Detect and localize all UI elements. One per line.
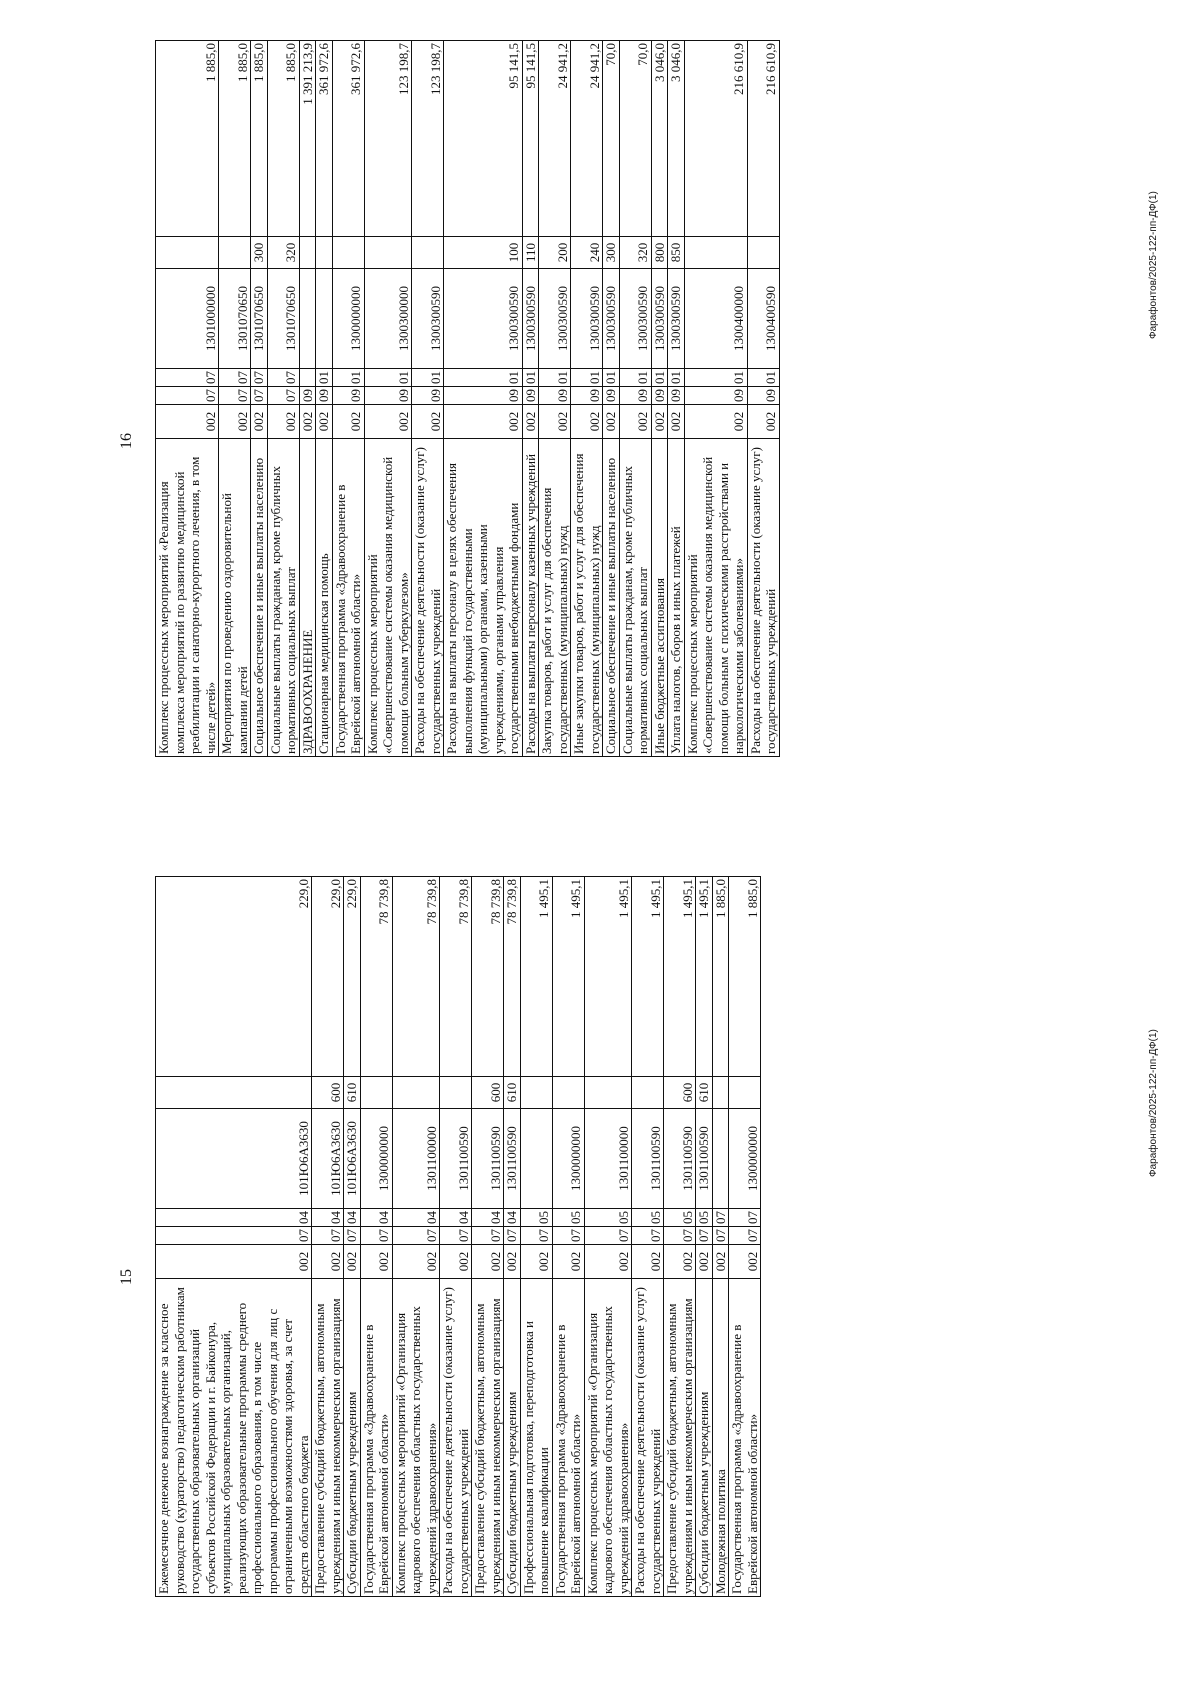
table-row xyxy=(619,41,651,757)
cell-pr xyxy=(299,369,316,387)
table-row xyxy=(344,877,361,1597)
cell-rz: 07 xyxy=(632,1227,664,1245)
cell-sum: 70,0 xyxy=(603,41,620,237)
row-name: Расходы на обеспечение деятельности (оказание услуг) государственных учреждений xyxy=(412,439,444,757)
cell-rz: 07 xyxy=(504,1227,521,1245)
cell-pr: 07 xyxy=(156,369,219,387)
cell-rz: 07 xyxy=(552,1227,584,1245)
row-name: Социальное обеспечение и иные выплаты населению xyxy=(251,439,268,757)
cell-gr: 002 xyxy=(684,405,747,439)
cell-csr: 1300300590 xyxy=(651,269,668,369)
cell-gr: 002 xyxy=(603,405,620,439)
cell-csr: 1300300590 xyxy=(571,269,603,369)
cell-gr: 002 xyxy=(472,1245,504,1279)
table-row xyxy=(472,877,504,1597)
cell-csr: 1300300590 xyxy=(444,269,523,369)
row-name: Предоставление субсидий бюджетным, автономным учреждениям и иным некоммерческим организациям xyxy=(664,1279,696,1597)
cell-pr: 01 xyxy=(316,369,333,387)
cell-gr: 002 xyxy=(219,405,251,439)
cell-gr: 002 xyxy=(632,1245,664,1279)
table-row xyxy=(504,877,521,1597)
row-name: Расходы на обеспечение деятельности (оказание услуг) государственных учреждений xyxy=(440,1279,472,1597)
cell-rz: 07 xyxy=(219,387,251,405)
cell-sum: 78 739,8 xyxy=(360,877,392,1077)
cell-rz: 09 xyxy=(668,387,685,405)
cell-gr: 002 xyxy=(522,405,539,439)
cell-sum: 1 495,1 xyxy=(520,877,552,1077)
cell-vr xyxy=(552,1077,584,1109)
cell-rz: 07 xyxy=(696,1227,713,1245)
cell-pr: 07 xyxy=(219,369,251,387)
row-name: Ежемесячное денежное вознаграждение за классное руководство (кураторство) педагогическим работникам государственных образовательных организаций субъектов Российской Федерации и г. Байконура, муниципальных образовательных организаций, реализующих образовательные программы среднего профессионального образования, в том числе программы профессионального обучения для лиц с ограниченными возможностями здоровья, за счет средств областного бюджета xyxy=(156,1279,312,1597)
table-row xyxy=(156,41,219,757)
cell-csr: 1300300590 xyxy=(412,269,444,369)
table-row xyxy=(412,41,444,757)
cell-csr: 1301100590 xyxy=(472,1109,504,1209)
row-name: Субсидии бюджетным учреждениям xyxy=(504,1279,521,1597)
cell-csr: 1300000000 xyxy=(332,269,364,369)
row-name: Комплекс процессных мероприятий «Совершенствование системы оказания медицинской помощи больным туберкулезом» xyxy=(364,439,412,757)
row-name: Субсидии бюджетным учреждениям xyxy=(696,1279,713,1597)
cell-pr: 04 xyxy=(360,1209,392,1227)
row-name: ЗДРАВООХРАНЕНИЕ xyxy=(299,439,316,757)
cell-vr: 610 xyxy=(504,1077,521,1109)
cell-vr: 600 xyxy=(312,1077,344,1109)
cell-vr: 800 xyxy=(651,237,668,269)
cell-rz: 07 xyxy=(392,1227,440,1245)
cell-sum: 216 610,9 xyxy=(747,41,779,237)
cell-rz: 09 xyxy=(299,387,316,405)
cell-rz: 09 xyxy=(522,387,539,405)
cell-sum: 3 046,0 xyxy=(668,41,685,237)
cell-rz: 09 xyxy=(747,387,779,405)
row-name: Предоставление субсидий бюджетным, автономным учреждениям и иным некоммерческим организациям xyxy=(312,1279,344,1597)
cell-pr: 01 xyxy=(651,369,668,387)
cell-vr xyxy=(360,1077,392,1109)
cell-vr xyxy=(729,1077,761,1109)
cell-pr: 01 xyxy=(747,369,779,387)
cell-sum: 70,0 xyxy=(619,41,651,237)
cell-gr: 002 xyxy=(504,1245,521,1279)
cell-pr: 05 xyxy=(520,1209,552,1227)
cell-gr: 002 xyxy=(552,1245,584,1279)
cell-csr: 1300000000 xyxy=(360,1109,392,1209)
cell-vr xyxy=(392,1077,440,1109)
cell-vr: 850 xyxy=(668,237,685,269)
page-number: 15 xyxy=(118,1269,135,1285)
row-name: Государственная программа «Здравоохранение в Еврейской автономной области» xyxy=(360,1279,392,1597)
row-name: Государственная программа «Здравоохранение в Еврейской автономной области» xyxy=(729,1279,761,1597)
cell-rz: 07 xyxy=(344,1227,361,1245)
cell-pr: 05 xyxy=(584,1209,632,1227)
cell-pr: 05 xyxy=(552,1209,584,1227)
row-name: Молодежная политика xyxy=(712,1279,729,1597)
cell-rz: 09 xyxy=(651,387,668,405)
cell-csr xyxy=(316,269,333,369)
row-name: Уплата налогов, сборов и иных платежей xyxy=(668,439,685,757)
cell-vr xyxy=(156,237,219,269)
table-row xyxy=(267,41,299,757)
cell-pr: 04 xyxy=(472,1209,504,1227)
table-row xyxy=(251,41,268,757)
cell-pr: 01 xyxy=(444,369,523,387)
row-name: Стационарная медицинская помощь xyxy=(316,439,333,757)
cell-sum: 123 198,7 xyxy=(364,41,412,237)
cell-csr: 1301070650 xyxy=(219,269,251,369)
cell-vr xyxy=(712,1077,729,1109)
row-name: Комплекс процессных мероприятий «Организация кадрового обеспечения областных государственных учреждений здравоохранения» xyxy=(584,1279,632,1597)
cell-pr: 01 xyxy=(522,369,539,387)
cell-sum: 1 885,0 xyxy=(251,41,268,237)
table-row xyxy=(729,877,761,1597)
cell-csr: 1300400590 xyxy=(747,269,779,369)
cell-rz: 09 xyxy=(684,387,747,405)
cell-sum: 24 941,2 xyxy=(539,41,571,237)
cell-csr xyxy=(520,1109,552,1209)
cell-pr: 01 xyxy=(684,369,747,387)
cell-vr xyxy=(156,1077,312,1109)
cell-rz: 09 xyxy=(444,387,523,405)
cell-rz: 07 xyxy=(156,387,219,405)
cell-csr: 1300300590 xyxy=(668,269,685,369)
cell-vr: 300 xyxy=(251,237,268,269)
cell-rz: 09 xyxy=(364,387,412,405)
cell-pr: 07 xyxy=(251,369,268,387)
cell-vr xyxy=(440,1077,472,1109)
cell-sum: 1 391 213,9 xyxy=(299,41,316,237)
cell-pr: 04 xyxy=(392,1209,440,1227)
cell-vr: 100 xyxy=(444,237,523,269)
cell-sum: 1 495,1 xyxy=(632,877,664,1077)
cell-vr: 320 xyxy=(267,237,299,269)
table-row xyxy=(444,41,523,757)
page-footer: Фарафонтов/2025-122-пп-ДФ(1) xyxy=(1148,191,1159,339)
page-footer: Фарафонтов/2025-122-пп-ДФ(1) xyxy=(1148,1029,1159,1177)
cell-sum: 1 885,0 xyxy=(267,41,299,237)
table-row xyxy=(712,877,729,1597)
cell-vr xyxy=(584,1077,632,1109)
cell-sum: 1 885,0 xyxy=(712,877,729,1077)
cell-sum: 24 941,2 xyxy=(571,41,603,237)
row-name: Комплекс процессных мероприятий «Реализация комплекса мероприятий по развитию медицинской реабилитации и санаторно-курортного лечения, в том числе детей» xyxy=(156,439,219,757)
cell-sum: 229,0 xyxy=(312,877,344,1077)
cell-csr: 1301100590 xyxy=(664,1109,696,1209)
cell-csr: 1301100590 xyxy=(504,1109,521,1209)
row-name: Комплекс процессных мероприятий «Организация кадрового обеспечения областных государственных учреждений здравоохранения» xyxy=(392,1279,440,1597)
cell-vr xyxy=(520,1077,552,1109)
row-name: Иные закупки товаров, работ и услуг для обеспечения государственных (муниципальных) нужд xyxy=(571,439,603,757)
cell-sum: 1 885,0 xyxy=(219,41,251,237)
cell-csr: 101Ю6А3630 xyxy=(312,1109,344,1209)
cell-pr: 05 xyxy=(664,1209,696,1227)
cell-rz: 09 xyxy=(619,387,651,405)
cell-rz: 07 xyxy=(472,1227,504,1245)
cell-sum: 1 495,1 xyxy=(552,877,584,1077)
cell-gr: 002 xyxy=(539,405,571,439)
cell-pr: 04 xyxy=(156,1209,312,1227)
cell-sum: 1 495,1 xyxy=(584,877,632,1077)
cell-gr: 002 xyxy=(156,1245,312,1279)
table-row xyxy=(603,41,620,757)
cell-csr: 1301070650 xyxy=(251,269,268,369)
page-number: 16 xyxy=(118,433,135,449)
table-row xyxy=(520,877,552,1597)
cell-rz: 07 xyxy=(312,1227,344,1245)
cell-csr: 1301100000 xyxy=(392,1109,440,1209)
cell-sum: 229,0 xyxy=(156,877,312,1077)
cell-pr: 07 xyxy=(729,1209,761,1227)
cell-gr: 002 xyxy=(444,405,523,439)
cell-csr: 1300300000 xyxy=(364,269,412,369)
cell-csr: 1301100590 xyxy=(696,1109,713,1209)
cell-pr: 01 xyxy=(571,369,603,387)
table-row xyxy=(696,877,713,1597)
cell-sum: 216 610,9 xyxy=(684,41,747,237)
cell-csr: 1301100000 xyxy=(584,1109,632,1209)
table-row xyxy=(392,877,440,1597)
cell-vr xyxy=(219,237,251,269)
cell-gr: 002 xyxy=(619,405,651,439)
cell-csr: 1300300590 xyxy=(603,269,620,369)
cell-sum: 3 046,0 xyxy=(651,41,668,237)
cell-gr: 002 xyxy=(364,405,412,439)
cell-pr: 01 xyxy=(364,369,412,387)
cell-sum: 95 141,5 xyxy=(522,41,539,237)
budget-table xyxy=(155,876,761,1597)
row-name: Закупка товаров, работ и услуг для обеспечения государственных (муниципальных) нужд xyxy=(539,439,571,757)
cell-rz: 07 xyxy=(584,1227,632,1245)
cell-pr: 04 xyxy=(312,1209,344,1227)
cell-rz: 07 xyxy=(251,387,268,405)
cell-gr: 002 xyxy=(696,1245,713,1279)
cell-pr: 07 xyxy=(267,369,299,387)
row-name: Социальные выплаты гражданам, кроме публичных нормативных социальных выплат xyxy=(619,439,651,757)
cell-gr: 002 xyxy=(729,1245,761,1279)
cell-sum: 1 495,1 xyxy=(696,877,713,1077)
table-row xyxy=(364,41,412,757)
row-name: Мероприятия по проведению оздоровительной кампании детей xyxy=(219,439,251,757)
table-row xyxy=(156,877,312,1597)
cell-rz: 07 xyxy=(267,387,299,405)
row-name: Социальное обеспечение и иные выплаты населению xyxy=(603,439,620,757)
cell-sum: 361 972,6 xyxy=(332,41,364,237)
row-name: Расходы на обеспечение деятельности (оказание услуг) государственных учреждений xyxy=(632,1279,664,1597)
cell-rz: 09 xyxy=(316,387,333,405)
cell-gr: 002 xyxy=(332,405,364,439)
cell-csr: 101Ю6А3630 xyxy=(344,1109,361,1209)
cell-vr: 610 xyxy=(344,1077,361,1109)
cell-pr: 01 xyxy=(668,369,685,387)
page-15 xyxy=(0,849,1200,1697)
row-name: Комплекс процессных мероприятий «Совершенствование системы оказания медицинской помощи больным с психическими расстройствами и наркологическими заболеваниями» xyxy=(684,439,747,757)
cell-gr: 002 xyxy=(440,1245,472,1279)
row-name: Субсидии бюджетным учреждениям xyxy=(344,1279,361,1597)
cell-vr xyxy=(332,237,364,269)
cell-pr: 07 xyxy=(712,1209,729,1227)
cell-rz: 07 xyxy=(712,1227,729,1245)
cell-vr xyxy=(747,237,779,269)
table-row xyxy=(747,41,779,757)
cell-csr: 1301100590 xyxy=(440,1109,472,1209)
cell-rz: 09 xyxy=(332,387,364,405)
cell-csr: 101Ю6А3630 xyxy=(156,1109,312,1209)
table-row xyxy=(651,41,668,757)
cell-gr: 002 xyxy=(312,1245,344,1279)
cell-sum: 229,0 xyxy=(344,877,361,1077)
cell-rz: 09 xyxy=(571,387,603,405)
cell-vr xyxy=(632,1077,664,1109)
cell-sum: 95 141,5 xyxy=(444,41,523,237)
cell-csr xyxy=(299,269,316,369)
cell-gr: 002 xyxy=(412,405,444,439)
table-row xyxy=(312,877,344,1597)
table-row xyxy=(571,41,603,757)
cell-vr: 320 xyxy=(619,237,651,269)
cell-rz: 07 xyxy=(360,1227,392,1245)
cell-gr: 002 xyxy=(251,405,268,439)
cell-vr xyxy=(316,237,333,269)
row-name: Расходы на выплаты персоналу в целях обеспечения выполнения функций государственными (муниципальными) органами, казенными учреждениями, органами управления государственными внебюджетными фондами xyxy=(444,439,523,757)
cell-gr: 002 xyxy=(747,405,779,439)
cell-rz: 07 xyxy=(664,1227,696,1245)
cell-pr: 01 xyxy=(412,369,444,387)
cell-rz: 09 xyxy=(603,387,620,405)
row-name: Профессиональная подготовка, переподготовка и повышение квалификации xyxy=(520,1279,552,1597)
cell-rz: 09 xyxy=(539,387,571,405)
cell-vr xyxy=(364,237,412,269)
cell-gr: 002 xyxy=(668,405,685,439)
cell-gr: 002 xyxy=(360,1245,392,1279)
cell-rz: 07 xyxy=(729,1227,761,1245)
cell-rz: 07 xyxy=(156,1227,312,1245)
cell-csr: 1300000000 xyxy=(729,1109,761,1209)
budget-table xyxy=(155,40,780,757)
cell-gr: 002 xyxy=(584,1245,632,1279)
cell-csr: 1300300590 xyxy=(522,269,539,369)
row-name: Иные бюджетные ассигнования xyxy=(651,439,668,757)
cell-rz: 09 xyxy=(412,387,444,405)
row-name: Расходы на выплаты персоналу казенных учреждений xyxy=(522,439,539,757)
cell-pr: 01 xyxy=(332,369,364,387)
cell-vr xyxy=(412,237,444,269)
cell-csr: 1300300590 xyxy=(539,269,571,369)
cell-sum: 78 739,8 xyxy=(440,877,472,1077)
row-name: Предоставление субсидий бюджетным, автономным учреждениям и иным некоммерческим организациям xyxy=(472,1279,504,1597)
cell-gr: 002 xyxy=(267,405,299,439)
cell-rz: 07 xyxy=(520,1227,552,1245)
cell-pr: 01 xyxy=(539,369,571,387)
table-row xyxy=(522,41,539,757)
row-name: Государственная программа «Здравоохранение в Еврейской автономной области» xyxy=(552,1279,584,1597)
cell-csr: 1301000000 xyxy=(156,269,219,369)
cell-sum: 78 739,8 xyxy=(392,877,440,1077)
cell-sum: 123 198,7 xyxy=(412,41,444,237)
cell-csr: 1300300590 xyxy=(619,269,651,369)
table-row xyxy=(299,41,316,757)
cell-pr: 05 xyxy=(696,1209,713,1227)
cell-csr xyxy=(712,1109,729,1209)
cell-gr: 002 xyxy=(344,1245,361,1279)
row-name: Социальные выплаты гражданам, кроме публичных нормативных социальных выплат xyxy=(267,439,299,757)
cell-vr: 200 xyxy=(539,237,571,269)
cell-pr: 04 xyxy=(344,1209,361,1227)
table-row xyxy=(316,41,333,757)
cell-sum: 78 739,8 xyxy=(472,877,504,1077)
cell-gr: 002 xyxy=(520,1245,552,1279)
cell-gr: 002 xyxy=(156,405,219,439)
table-row xyxy=(668,41,685,757)
cell-gr: 002 xyxy=(651,405,668,439)
row-name: Государственная программа «Здравоохранение в Еврейской автономной области» xyxy=(332,439,364,757)
cell-sum: 361 972,6 xyxy=(316,41,333,237)
cell-pr: 01 xyxy=(619,369,651,387)
cell-csr: 1301070650 xyxy=(267,269,299,369)
table-row xyxy=(552,877,584,1597)
cell-vr: 610 xyxy=(696,1077,713,1109)
table-row xyxy=(332,41,364,757)
cell-gr: 002 xyxy=(392,1245,440,1279)
cell-csr: 1300400000 xyxy=(684,269,747,369)
cell-pr: 04 xyxy=(440,1209,472,1227)
table-row xyxy=(584,877,632,1597)
table-row xyxy=(219,41,251,757)
cell-pr: 05 xyxy=(632,1209,664,1227)
cell-gr: 002 xyxy=(664,1245,696,1279)
cell-sum: 1 495,1 xyxy=(664,877,696,1077)
table-row xyxy=(684,41,747,757)
cell-pr: 01 xyxy=(603,369,620,387)
cell-sum: 78 739,8 xyxy=(504,877,521,1077)
cell-gr: 002 xyxy=(299,405,316,439)
cell-gr: 002 xyxy=(712,1245,729,1279)
cell-vr xyxy=(299,237,316,269)
cell-sum: 1 885,0 xyxy=(729,877,761,1077)
cell-csr: 1300000000 xyxy=(552,1109,584,1209)
table-row xyxy=(360,877,392,1597)
cell-vr: 240 xyxy=(571,237,603,269)
table-row xyxy=(664,877,696,1597)
table-row xyxy=(539,41,571,757)
cell-vr: 600 xyxy=(472,1077,504,1109)
table-row xyxy=(440,877,472,1597)
cell-vr: 600 xyxy=(664,1077,696,1109)
table-row xyxy=(632,877,664,1597)
cell-vr xyxy=(684,237,747,269)
row-name: Расходы на обеспечение деятельности (оказание услуг) государственных учреждений xyxy=(747,439,779,757)
cell-pr: 04 xyxy=(504,1209,521,1227)
cell-sum: 1 885,0 xyxy=(156,41,219,237)
cell-vr: 300 xyxy=(603,237,620,269)
cell-gr: 002 xyxy=(571,405,603,439)
cell-csr: 1301100590 xyxy=(632,1109,664,1209)
cell-gr: 002 xyxy=(316,405,333,439)
cell-vr: 110 xyxy=(522,237,539,269)
cell-rz: 07 xyxy=(440,1227,472,1245)
